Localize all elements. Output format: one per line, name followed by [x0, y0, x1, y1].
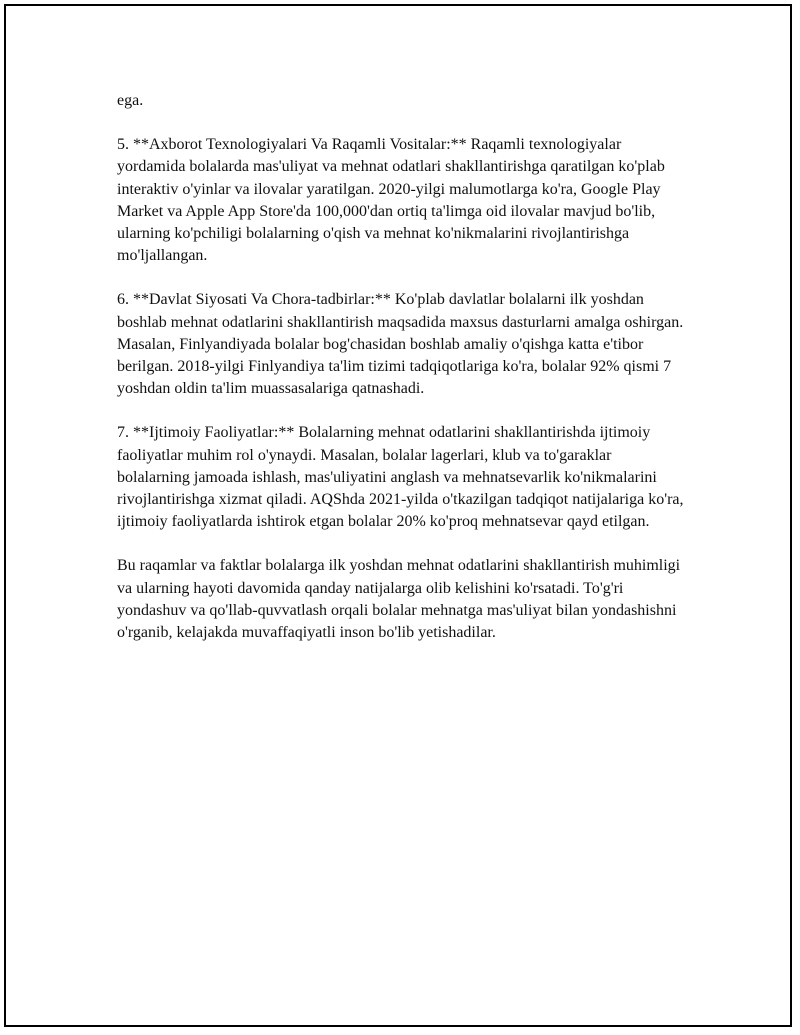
document-body [117, 90, 687, 666]
paragraph-social-activities: 7. **Ijtimoiy Faoliyatlar:** Bolalarning mehnat odatlarini shakllantirishda ijtimoiy faoliyatlar muhim rol o'ynaydi. Masalan, bolalar lagerlari, klub va to'garaklar bolalarning jamoada ishlash, mas'uliyatini anglash va mehnatsevarlik ko'nikmalarini rivojlantirishga xizmat qiladi. AQShda 2021-yilda o'tkazilgan tadqiqot natijalariga ko'ra, ijtimoiy faoliyatlarda ishtirok etgan bolalar 20% ko'proq mehnatsevar qayd etilgan. [117, 424, 684, 531]
paragraph-conclusion: Bu raqamlar va faktlar bolalarga ilk yoshdan mehnat odatlarini shakllantirish muhimligi va ularning hayoti davomida qanday natijalarga olib kelishini ko'rsatadi. To'g'ri yondashuv va qo'llab-quvvatlash orqali bolalar mehnatga mas'uliyat bilan yondashishni o'rganib, kelajakda muvaffaqiyatli inson bo'lib yetishadilar. [117, 557, 681, 642]
paragraph-state-policy: 6. **Davlat Siyosati Va Chora-tadbirlar:** Ko'plab davlatlar bolalarni ilk yoshdan boshlab mehnat odatlarini shakllantirish maqsadida maxsus dasturlarni amalga oshirgan. Masalan, Finlyandiyada bolalar bog'chasidan boshlab amaliy o'qishga katta e'tibor berilgan. 2018-yilgi Finlyandiya ta'lim tizimi tadqiqotlariga ko'ra, bolalar 92% qismi 7 yoshdan oldin ta'lim muassasalariga qatnashadi. [117, 291, 684, 398]
paragraph-continuation: ega. [117, 92, 144, 109]
paragraph-digital-tools: 5. **Axborot Texnologiyalari Va Raqamli Vositalar:** Raqamli texnologiyalar yordamida bolalarda mas'uliyat va mehnat odatlari shakllantirishga qaratilgan ko'plab interaktiv o'yinlar va ilovalar yaratilgan. 2020-yilgi malumotlarga ko'ra, Google Play Market va Apple App Store'da 100,000'dan ortiq ta'limga oid ilovalar mavjud bo'lib, ularning ko'pchiligi bolalarning o'qish va mehnat ko'nikmalarini rivojlantirishga mo'ljallangan. [117, 136, 665, 265]
